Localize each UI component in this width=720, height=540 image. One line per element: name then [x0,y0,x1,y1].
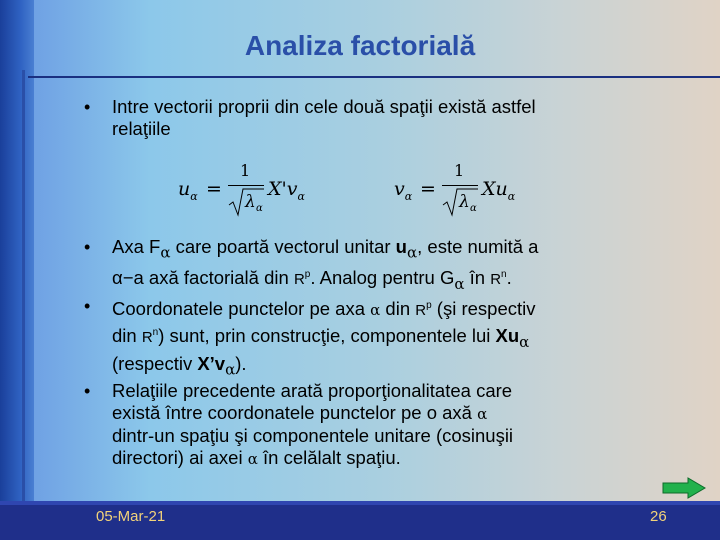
bullet-item: • Relaţiile precedente arată proporţionalitatea care există între coordonatele punctelor pe o axă α dintr-un spaţiu şi componentele unitare (cosinuşii directori) ai axei α în celălalt spaţiu. [84,380,514,469]
formula2-lhs: v [394,178,405,200]
formula1-eq: = [206,178,222,200]
bullet-list-top [84,96,694,140]
bullet-dot: • [84,97,91,117]
left-stripe [22,70,25,510]
page-number: 26 [650,508,667,525]
bullet1-line1: Intre vectorii proprii din cele două spaţii există astfel [112,96,536,117]
slide-date: 05-Mar-21 [96,508,166,525]
left-accent-bar [0,0,34,540]
formula2-rhs: Xu [482,178,508,200]
arrow-right-icon [662,477,706,499]
title-divider [28,76,720,78]
formula2-sub: α [404,190,413,203]
formula1-lhs: u [178,178,191,200]
formula2-den: λ α [442,187,478,217]
formula2-eq: = [420,178,436,200]
bullet-dot: • [84,237,91,257]
bullet1-line2: relaţiile [112,118,171,139]
formula1-rhs: X'v [268,178,298,200]
formula1-sub: α [190,190,198,203]
bullet-dot: • [84,295,91,316]
formula-row: $u_\alpha$ = 1 λ α $X'v_\alpha$ $v_\alpha$ = 1 λ α $Xu_\alpha$ [160,160,580,224]
bullet-item: • Axa $F_\alpha$ care poartă vectorul unitar $u_\alpha$, este numită a α−a axă factorială din $R^p$. Analog pentru $G_\alpha$ în $R^n$. [84,236,539,293]
formula2-num: 1 [454,161,465,180]
formula1-den: λ α [228,187,264,217]
bullet-item: • Coordonatele punctelor pe axa α din $R^p$ (şi respectiv din $R^n$) sunt, prin construcţie, componentele lui $Xu_\alpha$ (respectiv $X’v_\alpha$). [84,295,536,379]
formula2-fraction [442,160,478,220]
slide-title: Analiza factorială [244,30,476,61]
bullet-list-bottom [84,236,694,470]
bullet-dot: • [84,381,91,402]
formula1-num: 1 [240,161,251,180]
next-slide-button[interactable] [662,477,706,499]
bullet-item [84,96,694,140]
formula1-fraction [228,160,264,220]
